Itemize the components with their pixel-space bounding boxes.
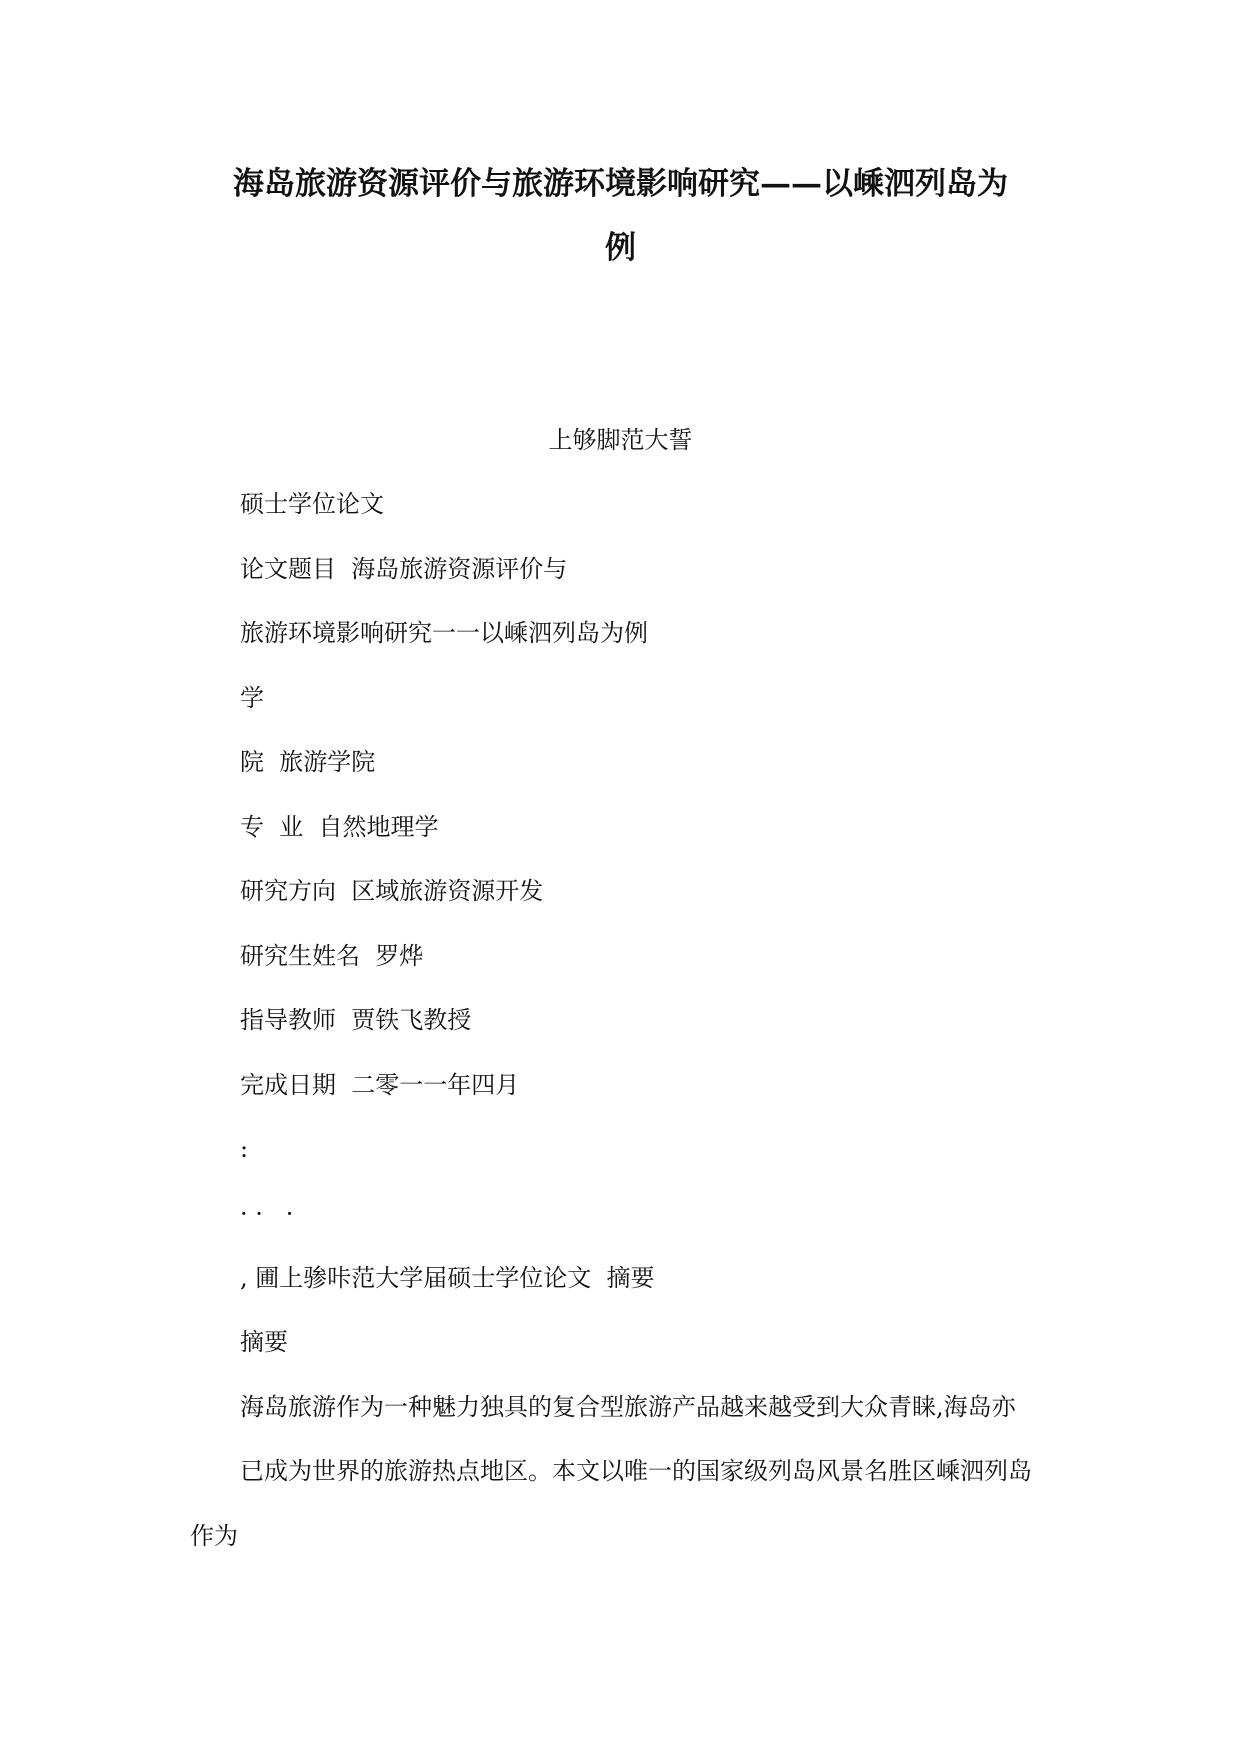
college-row [240,746,375,778]
advisor-value: 贾铁飞教授 [351,1006,472,1034]
abstract-paragraph-line-1: 海岛旅游作为一种魅力独具的复合型旅游产品越来越受到大众青睐,海岛亦 [240,1393,1016,1421]
stray-colon: : [240,1135,249,1163]
student-name-value: 罗烨 [375,942,424,970]
research-direction-value: 区域旅游资源开发 [351,877,544,905]
student-name-label: 研究生姓名 [240,942,360,970]
research-direction-label: 研究方向 [240,877,336,905]
advisor-row [240,1004,471,1036]
research-direction-row [240,875,543,907]
college-value: 旅游学院 [279,748,376,776]
major-value: 自然地理学 [318,813,439,841]
topic-label: 论文题目 [240,555,336,583]
running-header: , 圃上骖咔范大学届硕士学位论文 摘要 [240,1264,655,1292]
college-label-second-char: 院 [240,748,264,776]
degree-type: 硕士学位论文 [240,490,384,518]
advisor-label: 指导教师 [240,1006,336,1034]
document-title-line-1: 海岛旅游资源评价与旅游环境影响研究——以嵊泗列岛为 [233,166,1008,202]
abstract-paragraph-line-3: 作为 [190,1522,238,1550]
topic-value: 海岛旅游资源评价与 [351,555,568,583]
student-name-row [240,940,423,972]
major-label: 专 业 [240,813,304,841]
abstract-heading: 摘要 [240,1328,288,1356]
document-title-line-2: 例 [605,230,636,266]
completion-date-label: 完成日期 [240,1071,336,1099]
college-label-first-char: 学 [240,684,264,712]
stray-dots: · · · [240,1200,294,1228]
abstract-paragraph-line-2: 已成为世界的旅游热点地区。本文以唯一的国家级列岛风景名胜区嵊泗列岛 [240,1457,1032,1485]
completion-date-value: 二零一一年四月 [351,1071,520,1099]
university-name: 上够脚范大誓 [548,426,693,454]
completion-date-row [240,1069,519,1101]
thesis-topic-continuation: 旅游环境影响研究一一以嵊泗列岛为例 [240,619,648,647]
thesis-topic-row [240,553,567,585]
major-row [240,811,439,843]
